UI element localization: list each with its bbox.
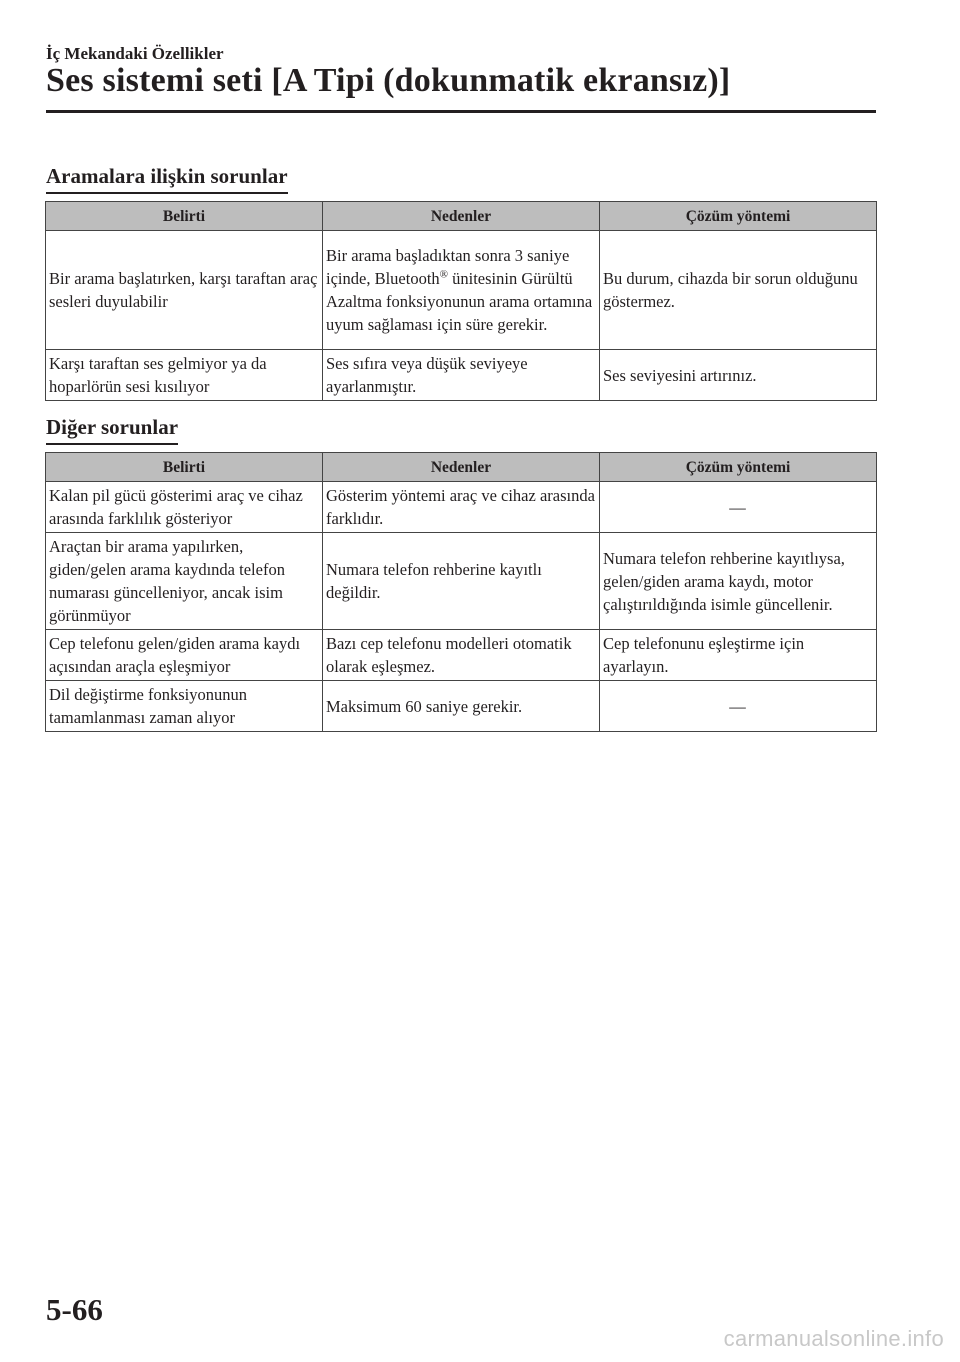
solution-cell: Numara telefon rehberine kayıtlıysa, gelen/giden arama kaydı, motor çalıştırıldığında isimle güncellenir. bbox=[600, 533, 877, 630]
symptom-cell: Dil değiştirme fonksiyonunun tamamlanması zaman alıyor bbox=[46, 681, 323, 732]
table-row bbox=[46, 533, 877, 630]
solution-cell: — bbox=[600, 482, 877, 533]
table-row bbox=[46, 482, 877, 533]
other-problems-heading: Diğer sorunlar bbox=[46, 415, 178, 445]
table-row bbox=[46, 630, 877, 681]
section-label: İç Mekandaki Özellikler bbox=[46, 44, 224, 63]
table-row bbox=[46, 231, 877, 350]
column-header-solution: Çözüm yöntemi bbox=[600, 453, 877, 482]
cause-cell: Bazı cep telefonu modelleri otomatik olarak eşleşmez. bbox=[323, 630, 600, 681]
column-header-symptom: Belirti bbox=[46, 453, 323, 482]
solution-cell: Ses seviyesini artırınız. bbox=[600, 350, 877, 401]
cause-text-start: Bir arama başladıktan sonra 3 saniye içinde, Bluetooth bbox=[326, 246, 570, 288]
column-header-symptom: Belirti bbox=[46, 202, 323, 231]
symptom-cell: Karşı taraftan ses gelmiyor ya da hoparlörün sesi kısılıyor bbox=[46, 350, 323, 401]
title-divider bbox=[46, 110, 876, 113]
table-header-row bbox=[46, 202, 877, 231]
cause-text-end: ünitesinin Gürültü Azaltma fonksiyonunun arama ortamına uyum sağlaması için süre gerekir. bbox=[326, 269, 593, 334]
cause-cell bbox=[323, 231, 600, 350]
cause-cell: Gösterim yöntemi araç ve cihaz arasında farklıdır. bbox=[323, 482, 600, 533]
solution-cell: Cep telefonunu eşleştirme için ayarlayın. bbox=[600, 630, 877, 681]
cause-cell: Ses sıfıra veya düşük seviyeye ayarlanmıştır. bbox=[323, 350, 600, 401]
symptom-cell: Cep telefonu gelen/giden arama kaydı açısından araçla eşleşmiyor bbox=[46, 630, 323, 681]
calls-problems-table bbox=[45, 201, 877, 401]
other-problems-table bbox=[45, 452, 877, 732]
page-title: Ses sistemi seti [A Tipi (dokunmatik ekransız)] bbox=[46, 62, 731, 99]
column-header-cause: Nedenler bbox=[323, 453, 600, 482]
watermark: carmanualsonline.info bbox=[723, 1326, 944, 1351]
cause-cell: Numara telefon rehberine kayıtlı değildir. bbox=[323, 533, 600, 630]
table-row bbox=[46, 350, 877, 401]
calls-problems-heading: Aramalara ilişkin sorunlar bbox=[46, 164, 288, 194]
registered-mark: ® bbox=[439, 268, 449, 281]
column-header-solution: Çözüm yöntemi bbox=[600, 202, 877, 231]
cause-cell: Maksimum 60 saniye gerekir. bbox=[323, 681, 600, 732]
symptom-cell: Kalan pil gücü gösterimi araç ve cihaz arasında farklılık gösteriyor bbox=[46, 482, 323, 533]
column-header-cause: Nedenler bbox=[323, 202, 600, 231]
table-row bbox=[46, 681, 877, 732]
solution-cell: — bbox=[600, 681, 877, 732]
symptom-cell: Bir arama başlatırken, karşı taraftan araç sesleri duyulabilir bbox=[46, 231, 323, 350]
page-number: 5-66 bbox=[46, 1292, 103, 1327]
solution-cell: Bu durum, cihazda bir sorun olduğunu göstermez. bbox=[600, 231, 877, 350]
symptom-cell: Araçtan bir arama yapılırken, giden/gelen arama kaydında telefon numarası güncelleniyor, ancak isim görünmüyor bbox=[46, 533, 323, 630]
table-header-row bbox=[46, 453, 877, 482]
